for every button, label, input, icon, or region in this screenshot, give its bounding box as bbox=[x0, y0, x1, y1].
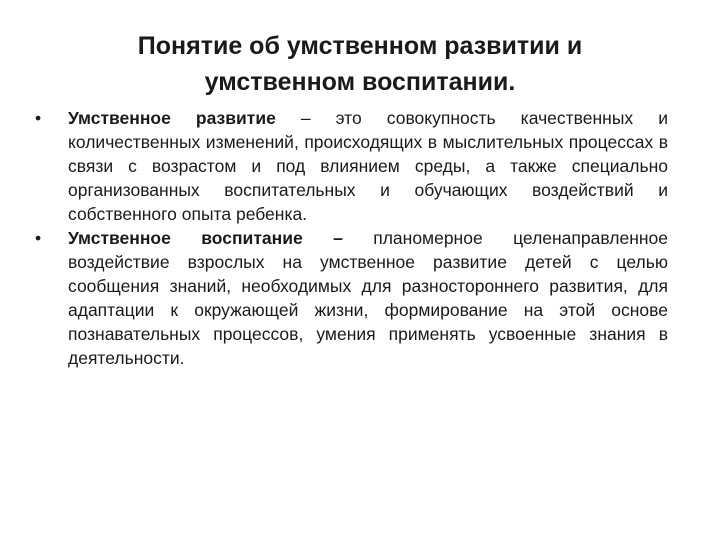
bullet-list bbox=[30, 106, 668, 370]
bullet-marker: • bbox=[35, 228, 42, 248]
bullet-item-mental-education bbox=[30, 226, 668, 370]
slide-title: Понятие об умственном развитии и умственном воспитании. bbox=[137, 32, 583, 96]
bullet-item-mental-development bbox=[30, 106, 668, 226]
term-mental-education: Умственное воспитание – bbox=[68, 228, 343, 248]
bullet-marker: • bbox=[35, 108, 42, 128]
term-mental-development: Умственное развитие bbox=[68, 108, 276, 128]
definition-mental-education: планомерное целенаправленное воздействие взрослых на умственное развитие детей с целью сообщения знаний, необходимых для разностороннего развития, для адаптации к окружающей жизни, формирование на этой основе познавательных процессов, умения применять усвоенные знания в деятельности. bbox=[68, 228, 668, 368]
definition-mental-development: – это совокупность качественных и количественных изменений, происходящих в мыслительных процессах в связи с возрастом и под влиянием среды, а также специально организованных воспитательных и обучающих воздействий и собственного опыта ребенка. bbox=[68, 108, 668, 224]
